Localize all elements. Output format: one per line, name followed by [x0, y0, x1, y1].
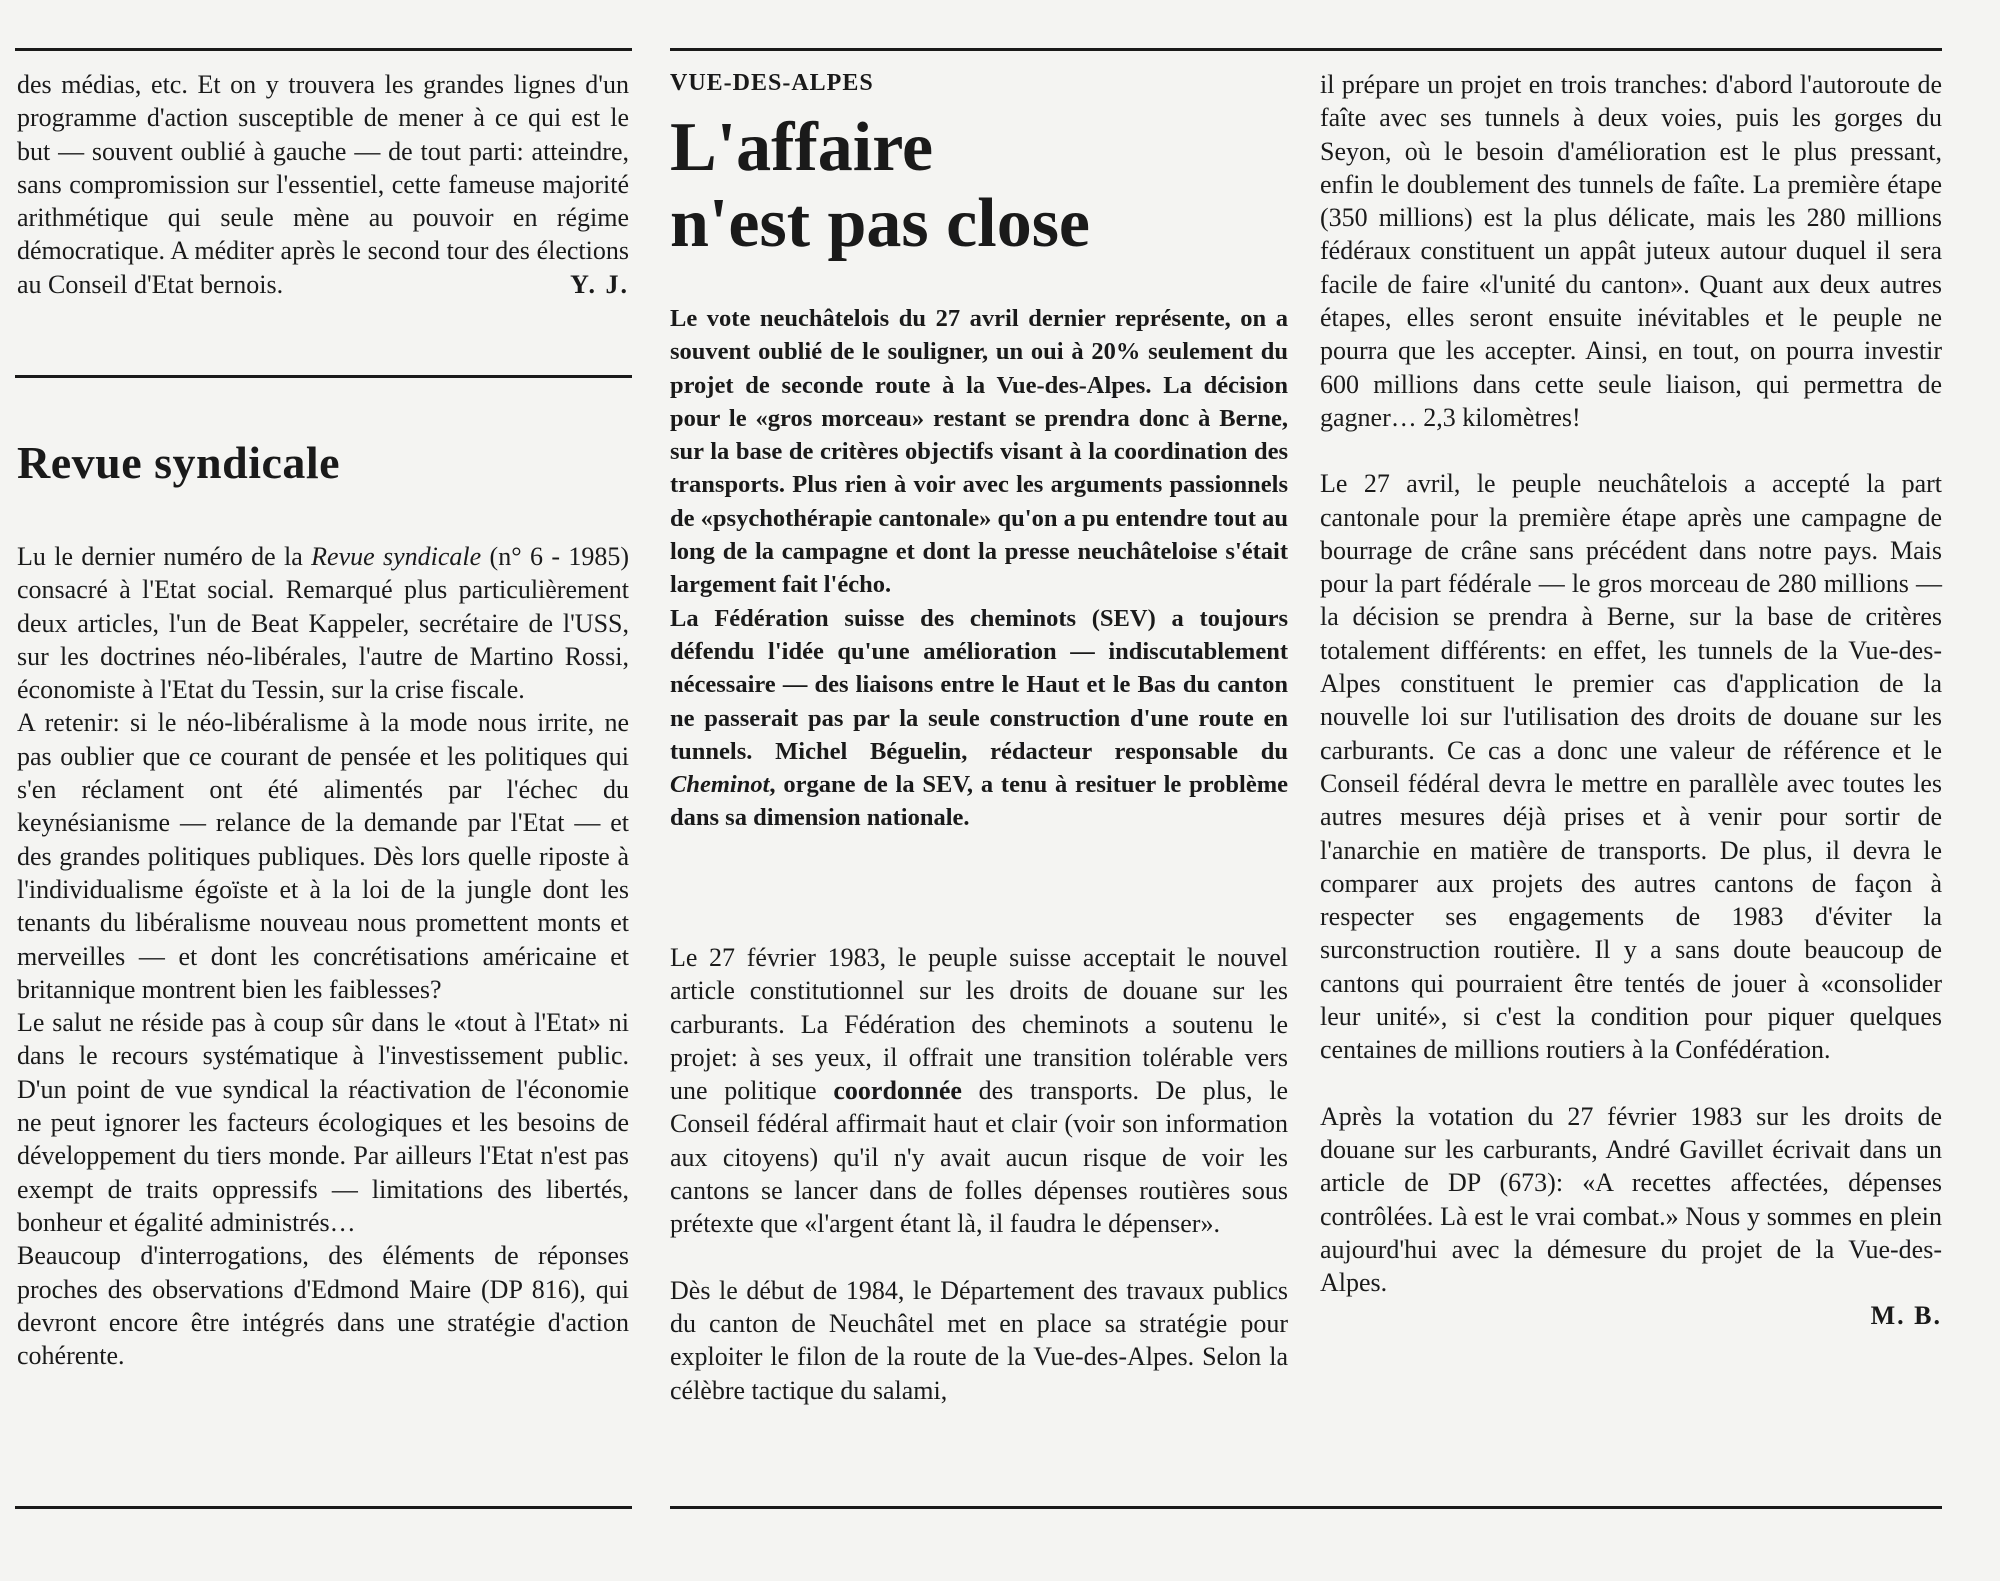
- body-paragraph-1: [670, 941, 1288, 1241]
- top-rule-left: [15, 48, 632, 51]
- body-paragraph-5: Après la votation du 27 février 1983 sur les droits de douane sur les carburants, André Gavillet écrivait dans un article de DP (673): «A recettes affectées, dépenses contrôlées. Là est le vrai combat.» Nous y sommes en plein aujourd'hui avec la démesure du projet de la Vue-des-Alpes.: [1320, 1101, 1942, 1298]
- lead-paragraph-1: Le vote neuchâtelois du 27 avril dernier représente, on a souvent oublié de le souligner, un oui à 20% seulement du projet de seconde route à la Vue-des-Alpes. La décision pour le «gros morceau» restant se prendra donc à Berne, sur la base de critères objectifs visant à la coordination des transports. Plus rien à voir avec les arguments passionnels de «psychothérapie cantonale» qu'on a pu entendre tout au long de la campagne et dont la presse neuchâteloise s'était largement fait l'écho.: [670, 305, 1288, 599]
- left-p1-b: (n° 6 - 1985) consacré à l'Etat social. Remarqué plus particulièrement deux articles, l'un de Beat Kappeler, secrétaire de l'USS, sur les doctrines néo-libérales, l'autre de Martino Rossi, économiste à l'Etat du Tessin, sur la crise fiscale.: [17, 542, 629, 705]
- left-paragraph-4: Beaucoup d'interrogations, des éléments de réponses proches des observations d'Edmond Maire (DP 816), qui devront encore être intégrés dans une stratégie d'action cohérente.: [17, 1241, 629, 1371]
- left-paragraph-3: Le salut ne réside pas à coup sûr dans le «tout à l'Etat» ni dans le recours systématique à l'investissement public. D'un point de vue syndical la réactivation de l'économie ne peut ignorer les facteurs écologiques et les besoins de développement du tiers monde. Par ailleurs l'Etat n'est pas exempt de traits oppressifs — limitations des libertés, bonheur et égalité administrés…: [17, 1008, 629, 1237]
- article-kicker: VUE-DES-ALPES: [670, 70, 874, 96]
- left-top-block: [17, 68, 629, 301]
- left-section-body: [17, 540, 629, 1372]
- left-paragraph-2: A retenir: si le néo-libéralisme à la mode nous irrite, ne pas oublier que ce courant de pensée et les politiques qui s'en réclament ont été alimentés par l'échec du keynésianisme — relance de la demande par l'Etat — et des grandes politiques publiques. Dès lors quelle riposte à l'individualisme égoïste et à la loi de la jungle dont les tenants du libéralisme nouveau nous promettent monts et merveilles — et dont les concrétisations américaine et britannique montrent bien les faiblesses?: [17, 708, 629, 1004]
- bottom-rule-left: [15, 1506, 632, 1509]
- top-rule-right: [670, 48, 1942, 51]
- body1-bold: coordonnée: [833, 1076, 962, 1106]
- body-paragraph-2: Dès le début de 1984, le Département des travaux publics du canton de Neuchâtel met en place sa stratégie pour exploiter le filon de la route de la Vue-des-Alpes. Selon la célèbre tactique du salami,: [670, 1275, 1288, 1405]
- left-top-signature: Y. J.: [570, 270, 629, 300]
- body1-a: Le 27 février 1983, le peuple suisse acceptait le nouvel article constitutionnel sur les droits de douane sur les carburants. La Fédération des cheminots a soutenu le projet: à ses yeux, il offrait une transition tolérable vers une politique: [670, 943, 1288, 1106]
- body1-b: des transports. De plus, le Conseil fédéral affirmait haut et clair (voir son information aux citoyens) qu'il n'y avait aucun risque de voir les cantons se lancer dans de folles dépenses routières sous prétexte que «l'argent étant là, il faudra le dépenser».: [670, 1076, 1288, 1239]
- left-p1-italic: Revue syndicale: [311, 542, 482, 571]
- lead-paragraph-2: [670, 602, 1288, 835]
- section-title: Revue syndicale: [17, 437, 341, 488]
- article-signature: M. B.: [1870, 1301, 1942, 1331]
- left-paragraph-1: [17, 540, 629, 706]
- article-headline-line1: L'affaire: [670, 109, 934, 186]
- section-divider-rule: [15, 375, 632, 378]
- bottom-rule-right: [670, 1506, 1942, 1509]
- body-paragraph-3: il prépare un projet en trois tranches: d'abord l'autoroute de faîte avec ses tunnels à deux voies, puis les gorges du Seyon, où le besoin d'amélioration est le plus pressant, enfin le doublement des tunnels de faîte. La première étape (350 millions) est la plus délicate, mais les 280 millions fédéraux constituent un appât juteux autour duquel il sera facile de faire «l'unité du canton». Quant aux deux autres étapes, elles seront ensuite inévitables et le peuple ne pourra que les accepter. Ainsi, en tout, on pourra investir 600 millions dans cette seule liaison, qui permettra de gagner… 2,3 kilomètres!: [1320, 70, 1942, 432]
- lead2-italic: Cheminot: [670, 771, 770, 799]
- article-body-right: [1320, 68, 1942, 1333]
- left-p1-a: Lu le dernier numéro de la: [17, 542, 312, 571]
- article-headline-line2: n'est pas close: [670, 185, 1090, 262]
- article-body-middle: [670, 941, 1288, 1407]
- lead2-b: , organe de la SEV, a tenu à resituer le problème dans sa dimension nationale.: [670, 771, 1288, 832]
- article-lead: [670, 302, 1288, 835]
- body-paragraph-4: Le 27 avril, le peuple neuchâtelois a accepté la part cantonale pour la première étape après une campagne de bourrage de crâne sans précédent dans notre pays. Mais pour la part fédérale — le gros morceau de 280 millions — la décision se prendra à Berne, sur la base de critères totalement différents: en effet, les tunnels de la Vue-des-Alpes constituent le premier cas d'application de la nouvelle loi sur l'utilisation des droits de douane sur les carburants. Ce cas a donc une valeur de référence et le Conseil fédéral devra le mettre en parallèle avec toutes les autres mesures déjà prises et à venir pour sortir de l'anarchie en matière de transports. De plus, il devra le comparer aux projets des autres cantons de façon à respecter ses engagements de 1983 d'éviter la surconstruction routière. Il y a sans doute beaucoup de cantons qui pourraient être tentés de jouer à «consolider leur unité», si c'est la condition pour piquer quelques centaines de millions routiers à la Confédération.: [1320, 469, 1942, 1065]
- lead2-a: La Fédération suisse des cheminots (SEV) a toujours défendu l'idée qu'une amélioration — indiscutablement nécessaire — des liaisons entre le Haut et le Bas du canton ne passerait pas par la seule construction d'une route en tunnels. Michel Béguelin, rédacteur responsable du: [670, 604, 1288, 765]
- left-top-text: des médias, etc. Et on y trouvera les grandes lignes d'un programme d'action susceptible de mener à ce qui est le but — souvent oublié à gauche — de tout parti: atteindre, sans compromission sur l'essentiel, cette fameuse majorité arithmétique qui seule mène au pouvoir en régime démocratique. A méditer après le second tour des élections au Conseil d'Etat bernois.: [17, 70, 629, 299]
